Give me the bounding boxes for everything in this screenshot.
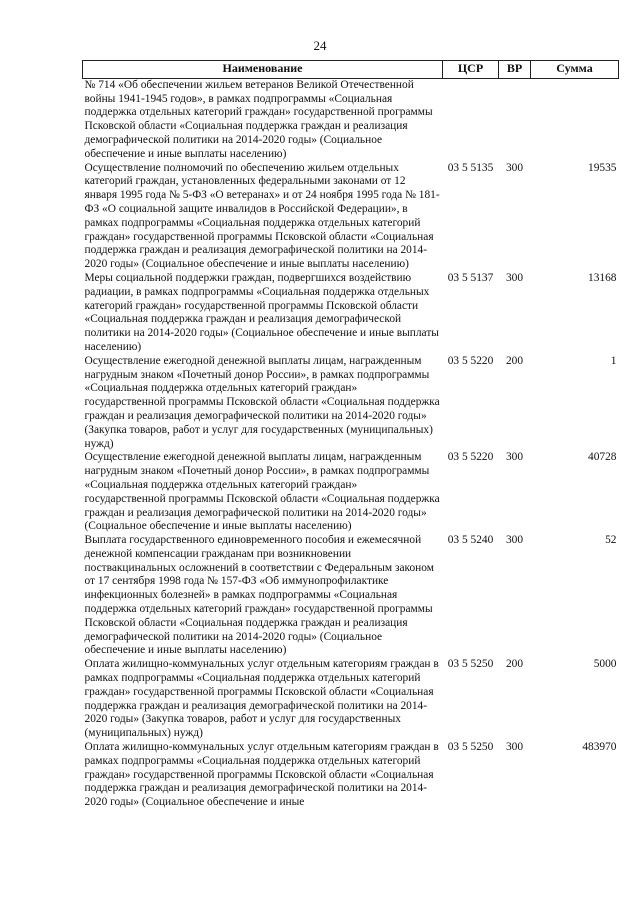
- row-csr: [443, 78, 499, 161]
- table-row: [83, 78, 619, 161]
- row-vr: 300: [505, 271, 524, 284]
- table-row: [83, 534, 619, 658]
- header-sum: Сумма: [531, 61, 619, 79]
- table-row: [83, 658, 619, 741]
- row-vr: 300: [505, 534, 524, 547]
- row-sum: 40728: [588, 451, 617, 464]
- row-name: Осуществление полномочий по обеспечению жильем отдельных категорий граждан, установленных федеральными законами от 12 января 1995 года № 5-ФЗ «О ветеранах» и от 24 ноября 1995 года № 181-ФЗ «О социальной защите инвалидов в Российской Федерации», в рамках подпрограммы «Социальная поддержка отдельных категорий граждан» государственной программы Псковской области «Социальная поддержка граждан и реализация демографической политики на 2014-2020 годы» (Социальное обеспечение и иные выплаты населению): [84, 161, 440, 271]
- row-name: Меры социальной поддержки граждан, подвергшихся воздействию радиации, в рамках подпрограммы «Социальная поддержка отдельных категорий граждан» государственной программы Псковской области «Социальная поддержка граждан и реализация демографической политики на 2014-2020 годы» (Социальное обеспечение и иные выплаты населению): [84, 271, 439, 353]
- row-vr: 200: [505, 658, 524, 671]
- row-sum: 483970: [582, 741, 617, 754]
- row-sum: 19535: [588, 161, 617, 174]
- table-row: [83, 355, 619, 452]
- table-row: [83, 162, 619, 272]
- row-vr: 300: [505, 451, 524, 464]
- row-csr: 03 5 5220: [447, 354, 494, 367]
- header-name: Наименование: [83, 61, 443, 79]
- row-name: Оплата жилищно-коммунальных услуг отдельным категориям граждан в рамках подпрограммы «Социальная поддержка отдельных категорий граждан» государственной программы Псковской области «Социальная поддержка граждан и реализация демографической политики на 2014-2020 годы» (Закупка товаров, работ и услуг для государственных (муниципальных) нужд): [84, 658, 439, 740]
- row-sum: 52: [605, 534, 617, 547]
- page-number: 24: [313, 38, 327, 53]
- row-name: Осуществление ежегодной денежной выплаты лицам, награжденным нагрудным знаком «Почетный донор России», в рамках подпрограммы «Социальная поддержка отдельных категорий граждан» государственной программы Псковской области «Социальная поддержка граждан и реализация демографической политики на 2014-2020 годы» (Закупка товаров, работ и услуг для государственных (муниципальных) нужд): [84, 354, 440, 450]
- table-row: [83, 272, 619, 355]
- row-csr: 03 5 5220: [447, 451, 494, 464]
- row-name: Оплата жилищно-коммунальных услуг отдельным категориям граждан в рамках подпрограммы «Социальная поддержка отдельных категорий граждан» государственной программы Псковской области «Социальная поддержка граждан и реализация демографической политики на 2014-2020 годы» (Социальное обеспечение и иные: [84, 741, 439, 809]
- row-sum: [531, 78, 619, 161]
- row-csr: 03 5 5137: [447, 271, 494, 284]
- table-row: [83, 451, 619, 534]
- row-name: № 714 «Об обеспечении жильем ветеранов Великой Отечественной войны 1941-1945 годов», в рамках подпрограммы «Социальная поддержка отдельных категорий граждан» государственной программы Псковской области «Социальная поддержка граждан и реализация демографической политики на 2014-2020 годы» (Социальное обеспечение и иные выплаты населению): [84, 78, 433, 160]
- row-sum: 1: [610, 354, 617, 367]
- row-csr: 03 5 5250: [447, 658, 494, 671]
- row-vr: 300: [505, 161, 524, 174]
- header-vr: ВР: [499, 61, 531, 79]
- row-sum: 13168: [588, 271, 617, 284]
- row-csr: 03 5 5135: [447, 161, 494, 174]
- table-row: [83, 741, 619, 810]
- row-vr: [499, 78, 531, 161]
- row-name: Осуществление ежегодной денежной выплаты лицам, награжденным нагрудным знаком «Почетный донор России», в рамках подпрограммы «Социальная поддержка отдельных категорий граждан» государственной программы Псковской области «Социальная поддержка граждан и реализация демографической политики на 2014-2020 годы» (Социальное обеспечение и иные выплаты населению): [84, 451, 440, 533]
- row-sum: 5000: [593, 658, 617, 671]
- budget-table: [82, 60, 619, 810]
- header-csr: ЦСР: [443, 61, 499, 79]
- row-name: Выплата государственного единовременного пособия и ежемесячной денежной компенсации гражданам при возникновении поствакцинальных осложнений в соответствии с Федеральным законом от 17 сентября 1998 года № 157-ФЗ «Об иммунопрофилактике инфекционных болезней» в рамках подпрограммы «Социальная поддержка отдельных категорий граждан» государственной программы Псковской области «Социальная поддержка граждан и реализация демографической политики на 2014-2020 годы» (Социальное обеспечение и иные выплаты населению): [84, 534, 434, 657]
- table-header-row: [83, 61, 619, 79]
- row-vr: 300: [505, 741, 524, 754]
- row-csr: 03 5 5240: [447, 534, 494, 547]
- row-vr: 200: [505, 354, 524, 367]
- row-csr: 03 5 5250: [447, 741, 494, 754]
